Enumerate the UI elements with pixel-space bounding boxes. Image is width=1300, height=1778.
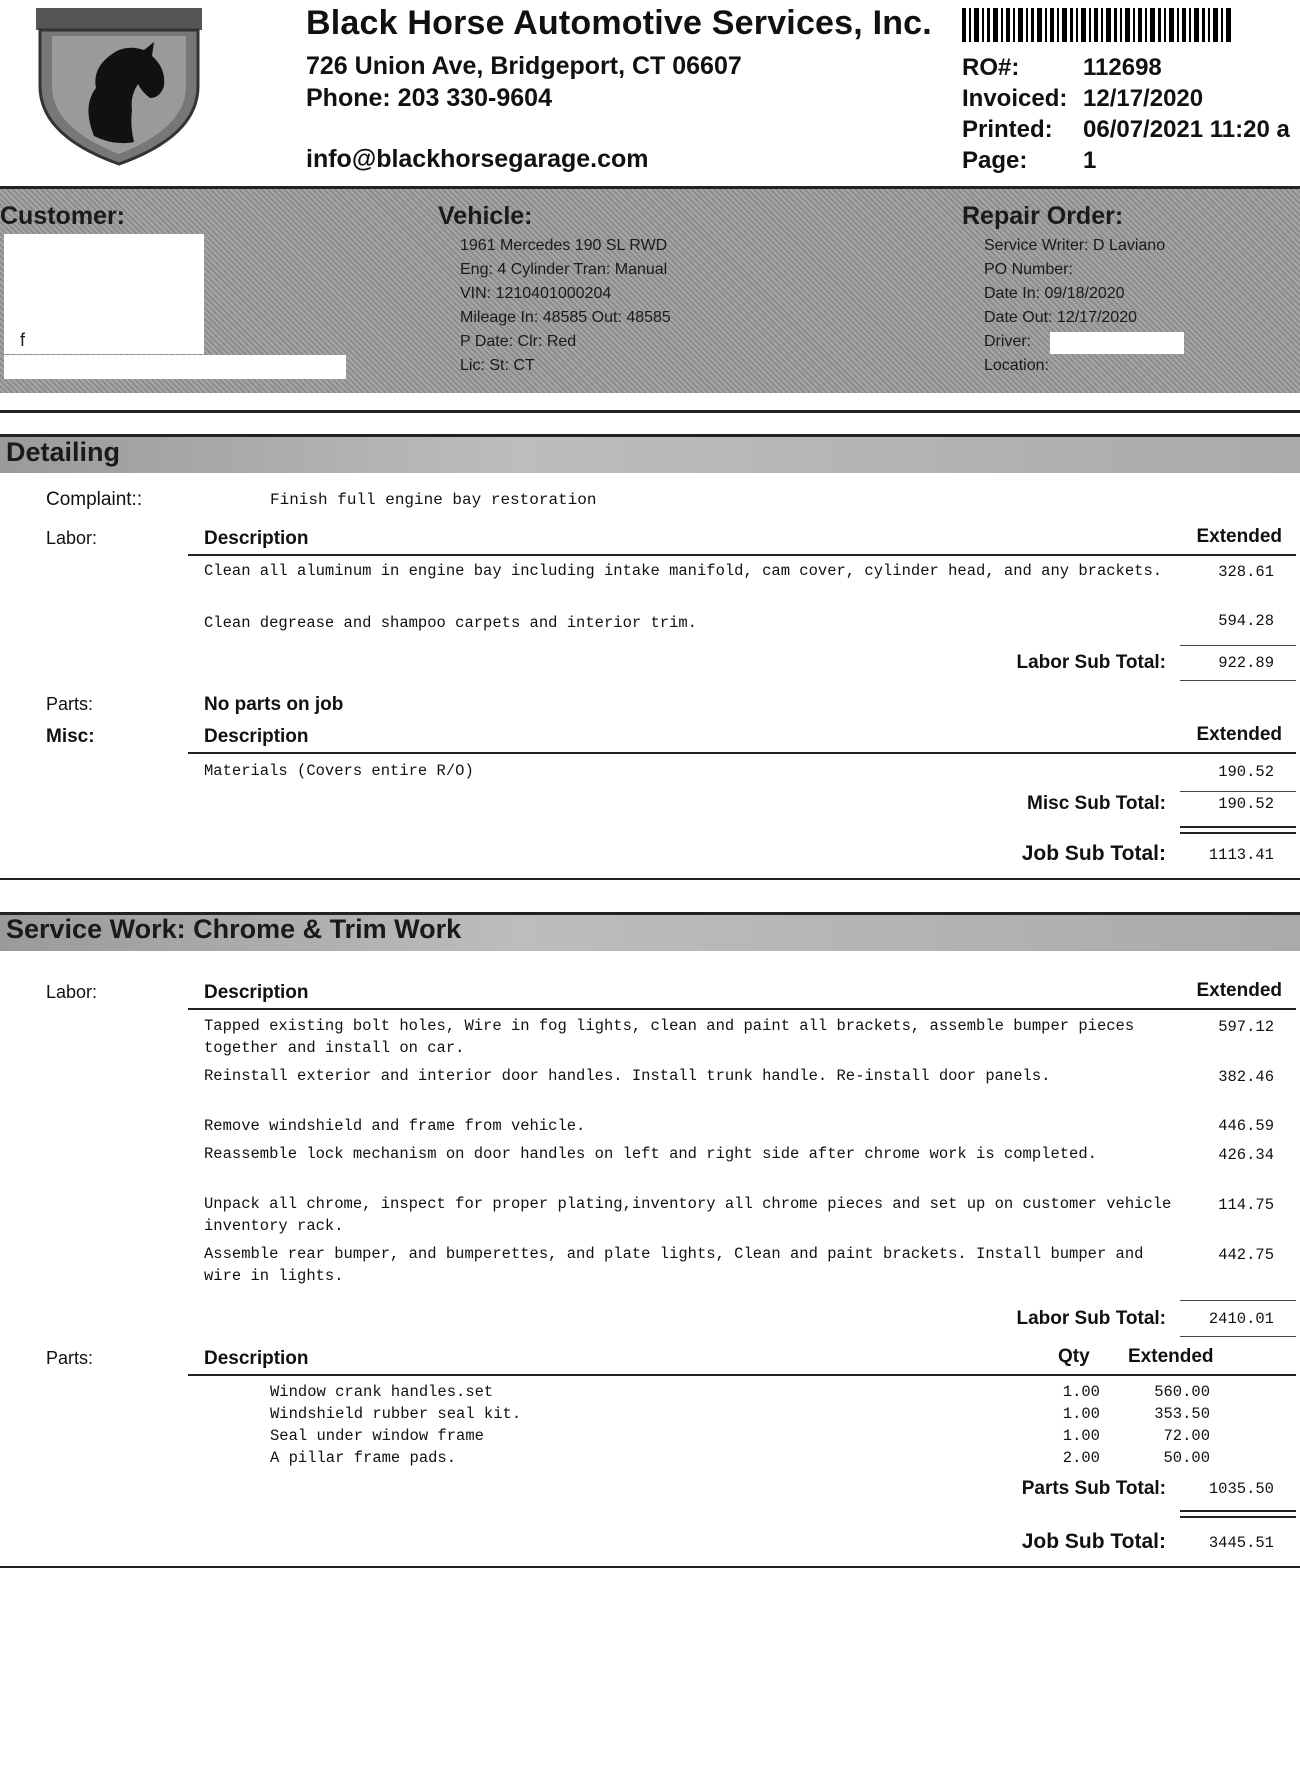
detailing-misc-desc: Materials (Covers entire R/O): [204, 762, 474, 780]
detailing-labor-label: Labor:: [46, 528, 98, 548]
detailing-misc-label: Misc:: [46, 726, 95, 747]
chrome-labor-description-header: Description: [204, 982, 309, 1003]
misc-sub-rule: [1180, 791, 1296, 792]
chrome-labor-desc: Unpack all chrome, inspect for proper plating,inventory all chrome pieces and set up on customer vehicle inventory rack.: [204, 1195, 1172, 1235]
chrome-parts-qty-header: Qty: [1058, 1346, 1090, 1367]
detailing-band: [0, 434, 1300, 473]
chrome-labor-amount: 382.46: [1218, 1068, 1274, 1086]
chrome-labor-desc: Remove windshield and frame from vehicle.: [204, 1117, 586, 1135]
repair-order-line: Date In: 09/18/2020: [984, 285, 1125, 302]
chrome-labor-amount: 426.34: [1218, 1146, 1274, 1164]
chrome-labor-amount: 114.75: [1218, 1196, 1274, 1214]
chrome-labor-desc: Tapped existing bolt holes, Wire in fog lights, clean and paint all brackets, assemble bumper pieces together and install on car.: [204, 1017, 1135, 1057]
repair-order-line: Service Writer: D Laviano: [984, 237, 1166, 254]
chrome-labor-amount: 597.12: [1218, 1018, 1274, 1036]
complaint-text: Finish full engine bay restoration: [270, 491, 597, 509]
chrome-part-desc: Window crank handles.set: [270, 1383, 494, 1401]
chrome-parts-label: Parts:: [46, 1348, 94, 1368]
labor-sub-rule: [1180, 645, 1296, 646]
chrome-labor-desc: Assemble rear bumper, and bumperettes, and plate lights, Clean and paint brackets. Install bumper and wire in lights.: [204, 1245, 1144, 1285]
chrome-labor-sub-rule: [1180, 1300, 1296, 1301]
company-phone: Phone: 203 330-9604: [306, 84, 552, 112]
chrome-parts-description-header: Description: [204, 1348, 309, 1369]
customer-heading: Customer:: [0, 202, 126, 230]
repair-order-heading: Repair Order:: [962, 202, 1124, 230]
chrome-part-desc: Windshield rubber seal kit.: [270, 1405, 522, 1423]
chrome-parts-subtotal-label: Parts Sub Total:: [1021, 1478, 1166, 1499]
customer-redaction-2: [4, 355, 346, 379]
chrome-parts-rule: [188, 1374, 1296, 1376]
detailing-title: Detailing: [6, 437, 121, 467]
page-label: Page:: [962, 147, 1028, 174]
chrome-part-qty: 1.00: [1062, 1427, 1100, 1445]
printed-value: 06/07/2021 11:20 a: [1083, 116, 1290, 143]
detailing-labor-subtotal: 922.89: [1218, 654, 1274, 672]
detailing-parts-label: Parts:: [46, 694, 94, 714]
horse-shield-logo-icon: [34, 6, 204, 166]
chrome-job-subtotal-label: Job Sub Total:: [1021, 1530, 1166, 1553]
detailing-misc-extended-header: Extended: [1196, 724, 1282, 745]
customer-stray-mark: f: [20, 330, 26, 350]
chrome-labor-label: Labor:: [46, 982, 98, 1002]
chrome-part-qty: 1.00: [1062, 1405, 1100, 1423]
company-address: 726 Union Ave, Bridgeport, CT 06607: [306, 52, 742, 80]
job-sub-double-rule: [1180, 826, 1296, 834]
chrome-end-rule: [0, 1566, 1300, 1568]
chrome-labor-subtotal-label: Labor Sub Total:: [1016, 1308, 1166, 1329]
chrome-parts-extended-header: Extended: [1128, 1346, 1214, 1367]
ro-number-value: 112698: [1083, 54, 1162, 81]
chrome-part-desc: A pillar frame pads.: [270, 1449, 457, 1467]
vehicle-line: Eng: 4 Cylinder Tran: Manual: [460, 261, 668, 278]
chrome-part-qty: 2.00: [1062, 1449, 1100, 1467]
barcode-icon: [962, 8, 1232, 42]
chrome-labor-sub-rule-bottom: [1180, 1336, 1296, 1337]
chrome-part-amount: 72.00: [1163, 1427, 1210, 1445]
chrome-labor-extended-header: Extended: [1196, 980, 1282, 1001]
chrome-part-amount: 50.00: [1163, 1449, 1210, 1467]
detailing-labor-rule: [188, 554, 1296, 556]
detailing-misc-subtotal-label: Misc Sub Total:: [1027, 793, 1166, 814]
detailing-labor-subtotal-label: Labor Sub Total:: [1016, 652, 1166, 673]
detailing-job-subtotal: 1113.41: [1208, 846, 1274, 864]
chrome-part-amount: 353.50: [1154, 1405, 1210, 1423]
chrome-title: Service Work: Chrome & Trim Work: [6, 914, 462, 944]
vehicle-heading: Vehicle:: [438, 202, 533, 230]
no-parts-text: No parts on job: [204, 694, 344, 715]
chrome-part-amount: 560.00: [1154, 1383, 1210, 1401]
detailing-labor-extended-header: Extended: [1196, 526, 1282, 547]
detailing-labor-desc: Clean all aluminum in engine bay including intake manifold, cam cover, cylinder head, and any brackets.: [204, 562, 1163, 580]
labor-sub-rule-bottom: [1180, 680, 1296, 681]
repair-order-line: Date Out: 12/17/2020: [984, 309, 1137, 326]
detailing-misc-description-header: Description: [204, 726, 309, 747]
vehicle-line: Lic: St: CT: [460, 357, 535, 374]
chrome-labor-amount: 442.75: [1218, 1246, 1274, 1264]
chrome-labor-desc: Reinstall exterior and interior door handles. Install trunk handle. Re-install door panels.: [204, 1067, 1051, 1085]
chrome-job-subtotal: 3445.51: [1208, 1534, 1274, 1552]
info-divider: [0, 410, 1300, 413]
complaint-label: Complaint::: [46, 489, 143, 510]
repair-order-line: Location:: [984, 357, 1049, 374]
chrome-labor-rule: [188, 1008, 1296, 1010]
page-value: 1: [1083, 147, 1097, 174]
repair-order-line: Driver:: [984, 333, 1032, 350]
detailing-misc-subtotal: 190.52: [1218, 795, 1274, 813]
detailing-misc-amount: 190.52: [1218, 763, 1274, 781]
vehicle-line: Mileage In: 48585 Out: 48585: [460, 309, 671, 326]
customer-redaction: [4, 234, 204, 354]
company-email: info@blackhorsegarage.com: [306, 145, 649, 173]
chrome-part-desc: Seal under window frame: [270, 1427, 484, 1445]
chrome-part-qty: 1.00: [1062, 1383, 1100, 1401]
detailing-misc-rule: [188, 752, 1296, 754]
detailing-end-rule: [0, 878, 1300, 880]
detailing-labor-amount: 594.28: [1218, 612, 1274, 630]
detailing-labor-description-header: Description: [204, 528, 309, 549]
repair-order-details: [984, 234, 1165, 378]
chrome-parts-subtotal: 1035.50: [1208, 1480, 1274, 1498]
chrome-labor-subtotal: 2410.01: [1208, 1310, 1274, 1328]
detailing-job-subtotal-label: Job Sub Total:: [1021, 842, 1166, 865]
vehicle-line: VIN: 1210401000204: [460, 285, 612, 302]
vehicle-line: 1961 Mercedes 190 SL RWD: [460, 237, 668, 254]
chrome-job-sub-double-rule: [1180, 1510, 1296, 1518]
chrome-labor-desc: Reassemble lock mechanism on door handles on left and right side after chrome work is completed.: [204, 1145, 1097, 1163]
vehicle-details: [460, 234, 671, 378]
invoiced-label: Invoiced:: [962, 85, 1068, 112]
repair-order-line: PO Number:: [984, 261, 1073, 278]
detailing-labor-desc: Clean degrease and shampoo carpets and interior trim.: [204, 614, 697, 632]
chrome-labor-amount: 446.59: [1218, 1117, 1274, 1135]
company-name: Black Horse Automotive Services, Inc.: [306, 4, 932, 42]
printed-label: Printed:: [962, 116, 1053, 143]
detailing-labor-amount: 328.61: [1218, 563, 1274, 581]
invoiced-value: 12/17/2020: [1083, 85, 1204, 112]
ro-number-label: RO#:: [962, 54, 1020, 81]
vehicle-line: P Date: Clr: Red: [460, 333, 577, 350]
